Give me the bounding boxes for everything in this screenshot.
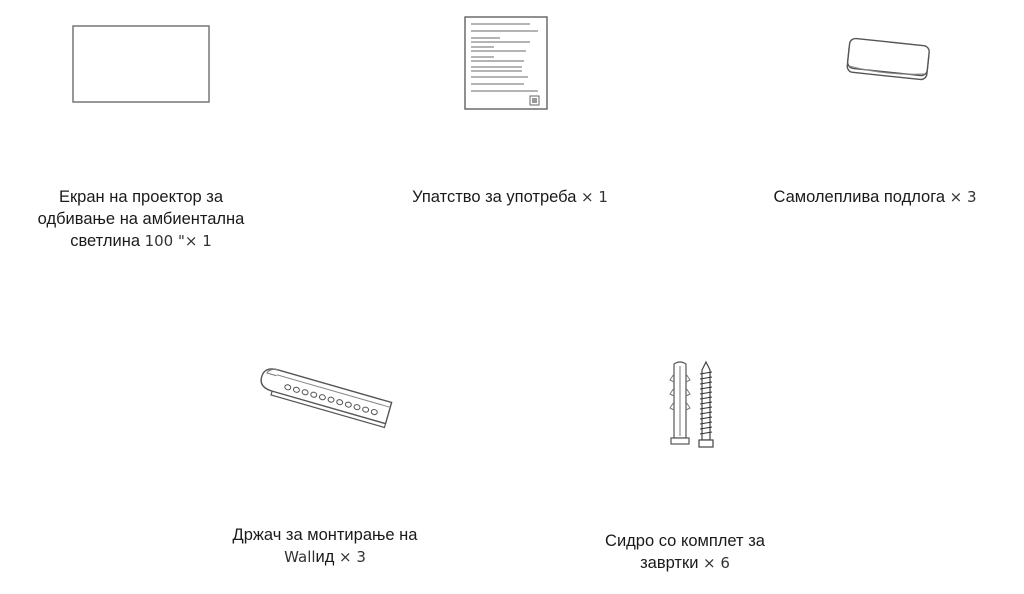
wall-bracket-caption-latin: Wall [284,548,316,566]
screen-caption-word: светлина [70,232,140,250]
anchor-kit-caption-line2 [540,552,830,574]
wall-bracket-caption-suffix: ид [315,548,335,566]
adhesive-pad-caption-line1 [730,186,1020,208]
anchor-kit-caption-word: завртки [640,554,699,572]
screen-caption-line1: Екран на проектор за [58,188,224,206]
manual-icon [464,16,550,112]
wall-bracket-caption [180,524,470,568]
adhesive-pad-icon [838,32,938,90]
anchor-screw-kit-icon [660,358,724,454]
wall-bracket-caption-line1: Држач за монтирање на [232,526,418,544]
screen-caption [0,186,282,252]
anchor-kit-quantity: × 6 [703,554,730,572]
screen-caption-line2: одбивање на амбиентална [37,210,245,228]
screen-quantity: 100 "× 1 [144,232,212,250]
manual-caption-text: Упатство за употреба [412,188,577,206]
manual-caption [360,186,660,208]
screen-caption-line3 [0,230,282,252]
anchor-kit-caption [540,530,830,574]
manual-caption-line1 [360,186,660,208]
projector-screen-icon [72,24,212,104]
wall-mount-bracket-icon [250,358,400,440]
manual-quantity: × 1 [581,188,608,206]
wall-bracket-quantity: × 3 [338,548,366,566]
adhesive-pad-caption-text: Самолеплива подлога [773,188,946,206]
anchor-kit-caption-line1: Сидро со комплет за [605,532,765,550]
adhesive-pad-quantity: × 3 [949,188,977,206]
wall-bracket-caption-line2 [180,546,470,568]
adhesive-pad-caption [730,186,1020,208]
